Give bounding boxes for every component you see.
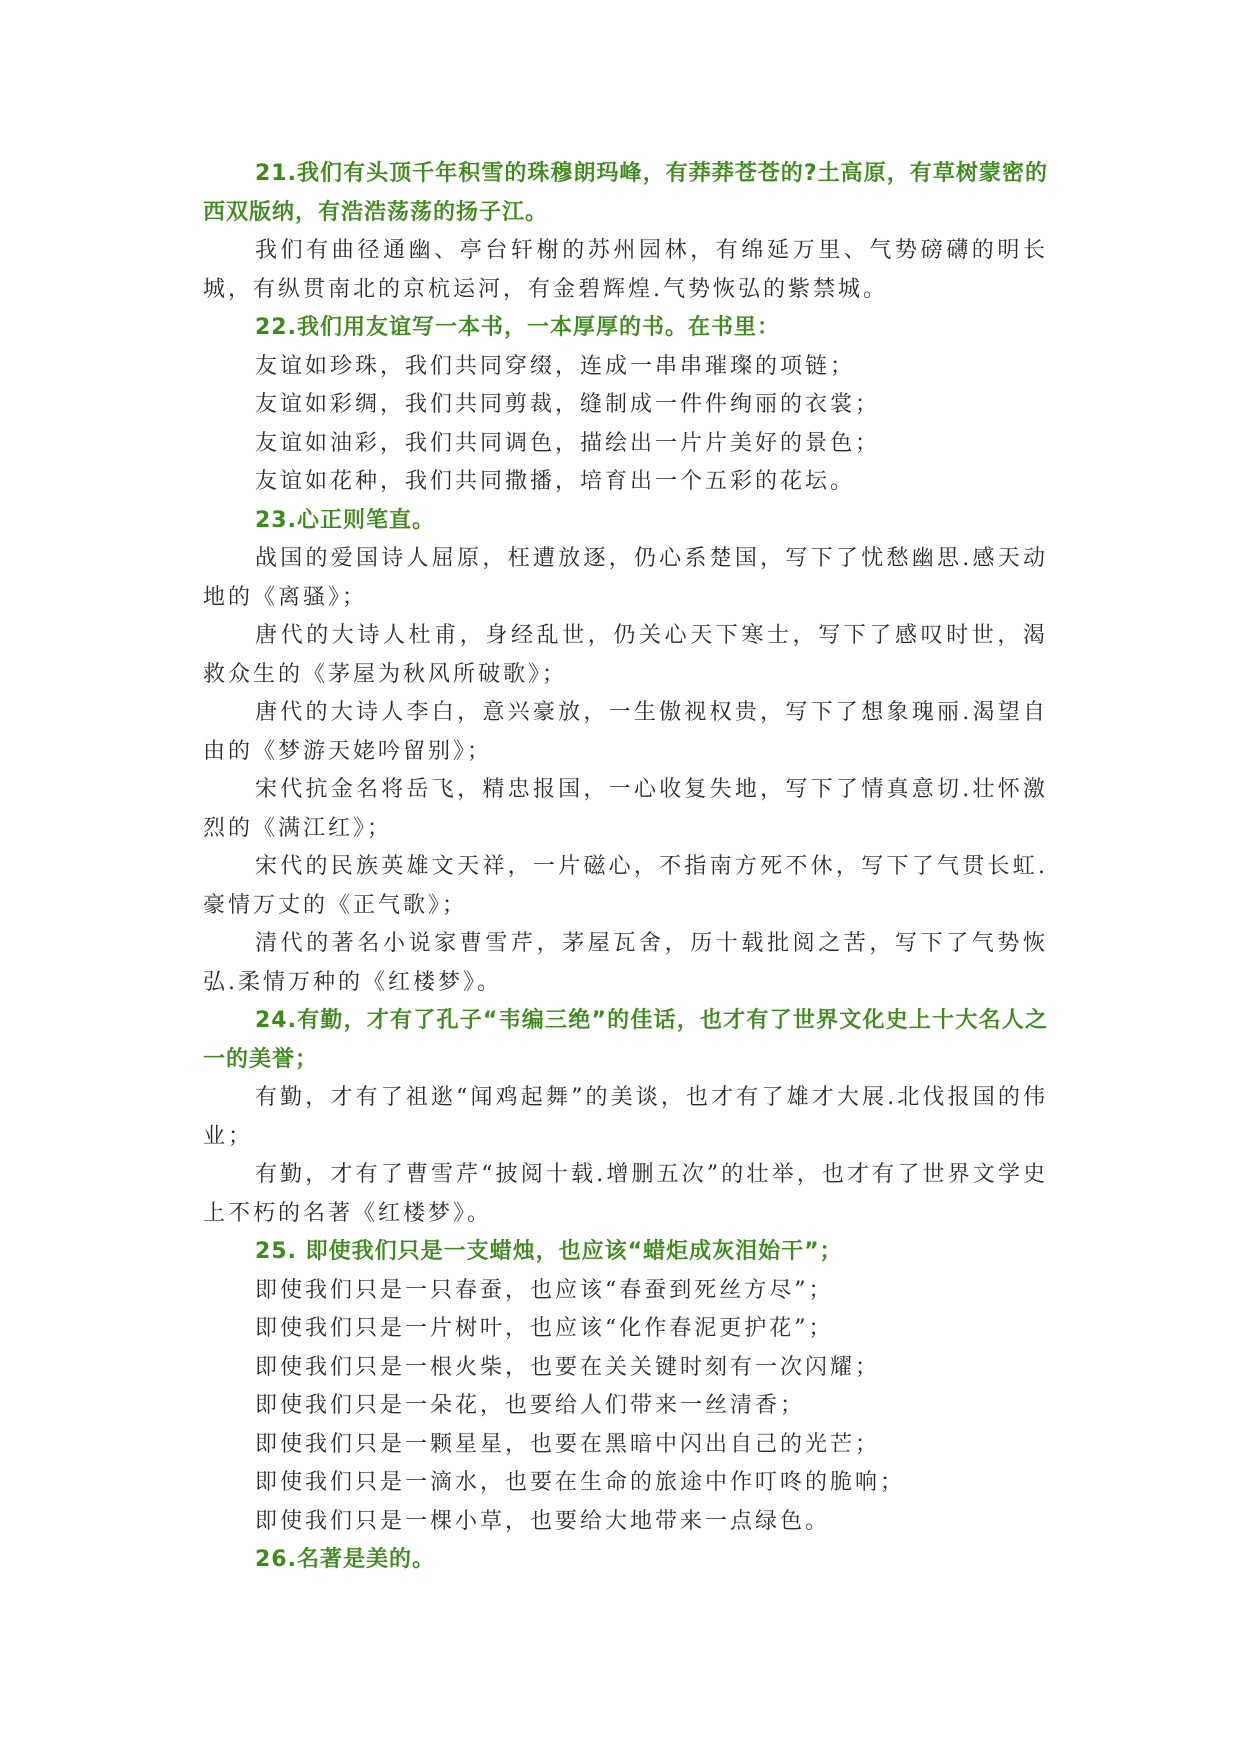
section-heading-23: 23.心正则笔直。 xyxy=(255,507,435,533)
paragraph: 宋代的民族英雄文天祥，一片磁心，不指南方死不休，写下了气贯长虹.豪情万丈的《正气歌》； xyxy=(203,854,1048,918)
paragraph: 友谊如彩绸，我们共同剪裁，缝制成一件件绚丽的衣裳； xyxy=(255,392,881,417)
paragraph: 宋代抗金名将岳飞，精忠报国，一心收复失地，写下了情真意切.壮怀激烈的《满江红》； xyxy=(203,777,1048,841)
paragraph: 有勤，才有了曹雪芹“披阅十载.增删五次”的壮举，也才有了世界文学史上不朽的名著《红楼梦》。 xyxy=(203,1162,1048,1226)
paragraph: 即使我们只是一朵花，也要给人们带来一丝清香； xyxy=(255,1393,806,1418)
paragraph: 唐代的大诗人李白，意兴豪放，一生傲视权贵，写下了想象瑰丽.渴望自由的《梦游天姥吟留别》； xyxy=(203,700,1048,764)
paragraph: 友谊如花种，我们共同撒播，培育出一个五彩的花坛。 xyxy=(255,469,856,494)
section-heading-25: 25. 即使我们只是一支蜡烛，也应该“蜡炬成灰泪始干”； xyxy=(255,1239,843,1264)
paragraph: 战国的爱国诗人屈原，枉遭放逐，仍心系楚国，写下了忧愁幽思.感天动地的《离骚》； xyxy=(203,546,1048,610)
paragraph: 即使我们只是一棵小草，也要给大地带来一点绿色。 xyxy=(255,1508,831,1534)
document-body xyxy=(203,155,1048,1580)
paragraph: 友谊如油彩，我们共同调色，描绘出一片片美好的景色； xyxy=(255,430,881,456)
paragraph: 即使我们只是一只春蚕，也应该“春蚕到死丝方尽”； xyxy=(255,1277,834,1303)
paragraph: 即使我们只是一根火柴，也要在关关键时刻有一次闪耀； xyxy=(255,1354,881,1380)
paragraph: 友谊如珍珠，我们共同穿缀，连成一串串璀璨的项链； xyxy=(255,353,856,379)
section-heading-22: 22.我们用友谊写一本书，一本厚厚的书。在书里： xyxy=(255,315,780,340)
paragraph: 即使我们只是一颗星星，也要在黑暗中闪出自己的光芒； xyxy=(255,1431,881,1457)
paragraph: 我们有曲径通幽、亭台轩榭的苏州园林，有绵延万里、气势磅礴的明长城，有纵贯南北的京杭运河，有金碧辉煌.气势恢弘的紫禁城。 xyxy=(203,238,1048,302)
paragraph: 唐代的大诗人杜甫，身经乱世，仍关心天下寒士，写下了感叹时世，渴救众生的《茅屋为秋风所破歌》； xyxy=(203,623,1048,687)
paragraph: 有勤，才有了祖逖“闻鸡起舞”的美谈，也才有了雄才大展.北伐报国的伟业； xyxy=(203,1085,1048,1149)
paragraph: 清代的著名小说家曹雪芹，茅屋瓦舍，历十载批阅之苦，写下了气势恢弘.柔情万种的《红楼梦》。 xyxy=(203,931,1048,995)
section-heading-21: 21.我们有头顶千年积雪的珠穆朗玛峰，有莽莽苍苍的?土高原，有草树蒙密的西双版纳，有浩浩荡荡的扬子江。 xyxy=(203,161,1048,225)
paragraph: 即使我们只是一滴水，也要在生命的旅途中作叮咚的脆响； xyxy=(255,1470,906,1495)
section-heading-24: 24.有勤，才有了孔子“韦编三绝”的佳话，也才有了世界文化史上十大名人之一的美誉； xyxy=(203,1008,1048,1072)
section-heading-26: 26.名著是美的。 xyxy=(255,1547,435,1572)
paragraph: 即使我们只是一片树叶，也应该“化作春泥更护花”； xyxy=(255,1316,834,1341)
